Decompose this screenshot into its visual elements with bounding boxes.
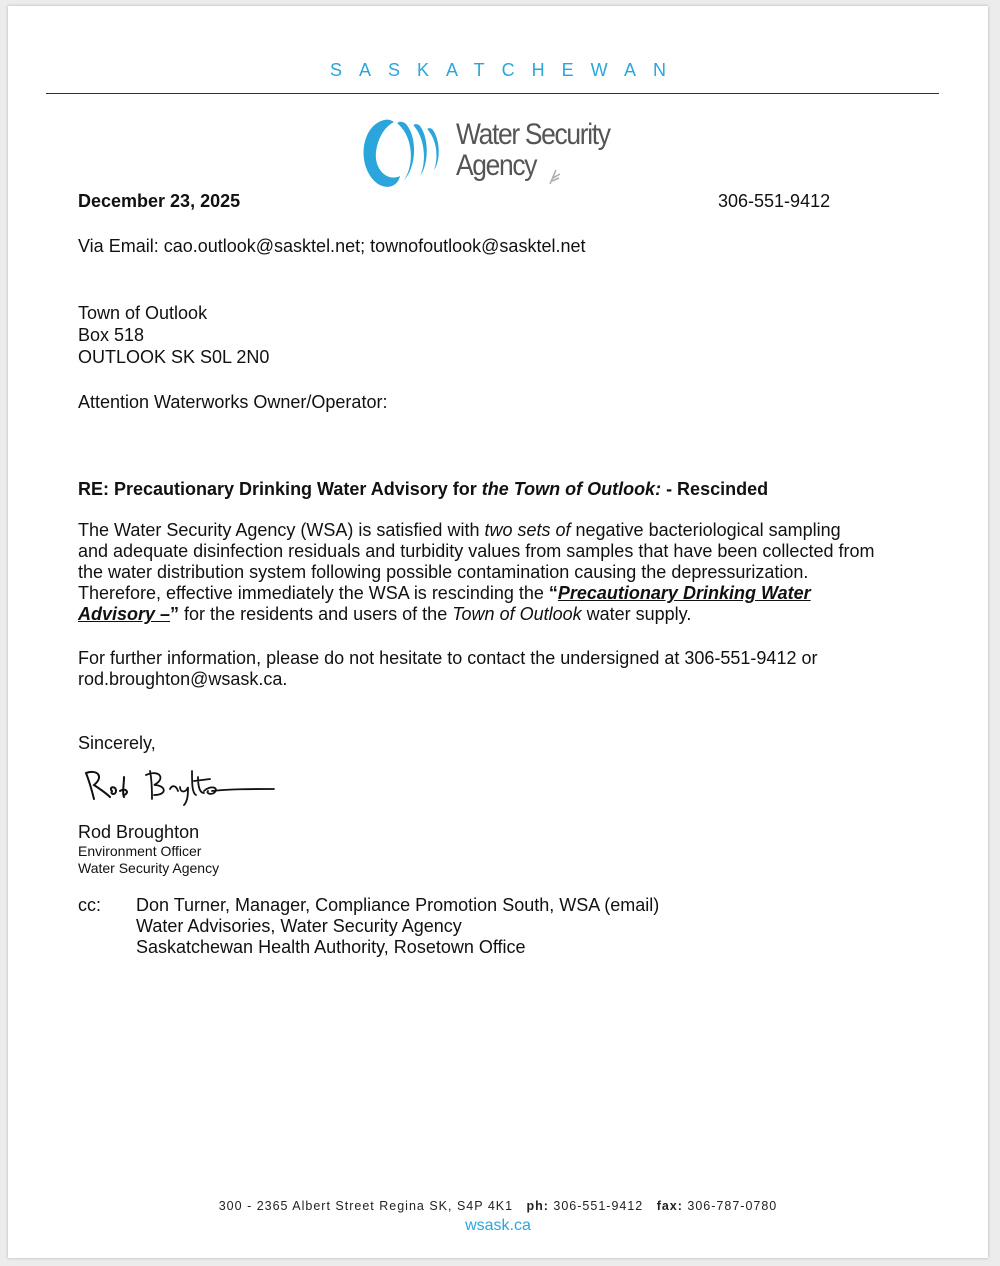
letter-page <box>8 6 988 1258</box>
signature-icon <box>80 763 280 807</box>
para1-text: for the residents and users of the <box>179 604 453 624</box>
para1-text: The Water Security Agency (WSA) is satisfied with <box>78 520 485 540</box>
footer-address <box>8 1199 988 1213</box>
province-header: SASKATCHEWAN <box>329 60 684 80</box>
closing: Sincerely, <box>78 733 156 753</box>
body-paragraph-2 <box>78 648 817 690</box>
quote-close: ” <box>170 604 180 624</box>
para1-line: and adequate disinfection residuals and turbidity values from samples that have been collected from <box>78 541 875 561</box>
footer-fax-label: fax: <box>656 1199 683 1213</box>
body-paragraph-1 <box>78 520 874 625</box>
footer-ph-label: ph: <box>526 1199 549 1213</box>
recipient-address <box>78 302 269 368</box>
signer-name: Rod Broughton <box>78 822 200 842</box>
subject-suffix: - Rescinded <box>661 479 769 499</box>
cc-list <box>136 895 659 958</box>
header-phone: 306-551-9412 <box>718 191 831 211</box>
attention-line: Attention Waterworks Owner/Operator: <box>78 392 388 412</box>
para1-italic: Town of Outlook <box>452 604 582 624</box>
address-line: OUTLOOK SK S0L 2N0 <box>78 347 270 367</box>
subject-line <box>78 479 768 500</box>
advisory-title: Advisory – <box>78 604 171 624</box>
para1-italic: two sets of <box>484 520 571 540</box>
signer-title: Environment Officer <box>78 843 202 859</box>
header-divider <box>46 93 939 94</box>
footer-fax: 306-787-0780 <box>687 1199 778 1213</box>
wsa-logo-icon <box>354 112 454 194</box>
subject-town: the Town of Outlook: <box>481 479 662 499</box>
para1-text: Therefore, effective immediately the WSA is rescinding the <box>78 583 549 603</box>
cc-label: cc: <box>78 895 102 915</box>
para2-line: rod.broughton@wsask.ca. <box>78 669 288 689</box>
footer-website: wsask.ca <box>465 1217 531 1234</box>
footer-street: 300 - 2365 Albert Street Regina SK, S4P 4K1 <box>218 1199 514 1213</box>
signer-org: Water Security Agency <box>78 860 220 876</box>
para1-text: negative bacteriological sampling <box>570 520 841 540</box>
para1-text: water supply. <box>581 604 692 624</box>
cc-item: Saskatchewan Health Authority, Rosetown Office <box>136 937 526 957</box>
logo-text-water-security: Water Security <box>456 118 610 151</box>
wheat-mark-icon <box>548 166 564 186</box>
para2-line: For further information, please do not hesitate to contact the undersigned at 306-551-9412 or <box>78 648 818 668</box>
subject-prefix: RE: Precautionary Drinking Water Advisory for <box>78 479 482 499</box>
via-email: Via Email: cao.outlook@sasktel.net; townofoutlook@sasktel.net <box>78 236 586 256</box>
advisory-title: Precautionary Drinking Water <box>557 583 811 603</box>
address-line: Town of Outlook <box>78 303 208 323</box>
para1-line: the water distribution system following possible contamination causing the depressurization. <box>78 562 809 582</box>
logo-text-agency: Agency <box>456 149 537 182</box>
address-line: Box 518 <box>78 325 145 345</box>
cc-item: Water Advisories, Water Security Agency <box>136 916 462 936</box>
letter-date: December 23, 2025 <box>78 191 241 211</box>
cc-item: Don Turner, Manager, Compliance Promotion South, WSA (email) <box>136 895 660 915</box>
footer-phone: 306-551-9412 <box>553 1199 644 1213</box>
quote-open: “ <box>548 583 558 603</box>
